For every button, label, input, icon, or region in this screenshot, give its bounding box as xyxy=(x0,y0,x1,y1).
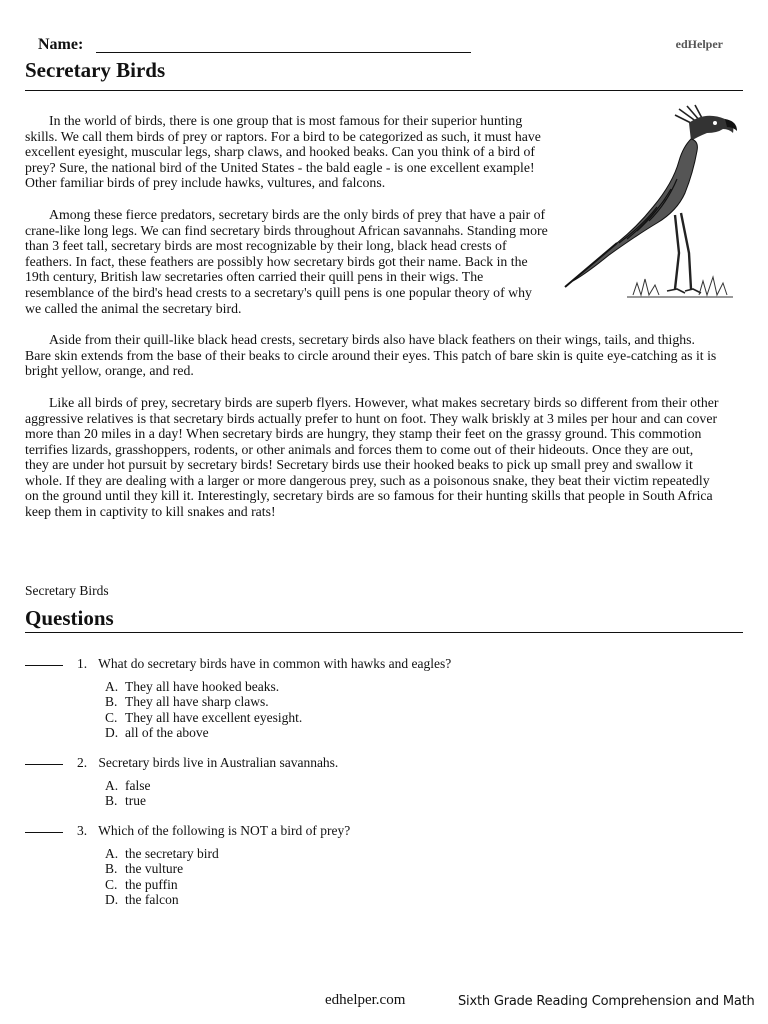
secretary-bird-illustration xyxy=(557,103,742,303)
option-list xyxy=(105,778,338,809)
question-text: Secretary birds live in Australian savannahs. xyxy=(98,755,339,770)
option-item[interactable] xyxy=(105,725,451,741)
section-label: Secretary Birds xyxy=(25,583,109,598)
option-text: the puffin xyxy=(125,876,178,892)
option-text: false xyxy=(125,777,151,793)
option-item[interactable] xyxy=(105,793,338,809)
option-letter: B. xyxy=(105,694,118,710)
question-text: Which of the following is NOT a bird of prey? xyxy=(98,823,351,838)
questions-heading: Questions xyxy=(25,606,114,630)
option-letter: D. xyxy=(105,725,119,741)
option-text: They all have sharp claws. xyxy=(125,694,269,710)
option-text: They all have excellent eyesight. xyxy=(125,709,303,725)
article-paragraph: Aside from their quill-like black head crests, secretary birds also have black feathers on their wings, tails, and thighs. Bare skin extends from the base of their beaks to circle around their eyes. This patch of bare skin is quite eye-catching as it is bright yellow, orange, and red. xyxy=(25,332,717,379)
option-text: the secretary bird xyxy=(125,845,219,861)
option-letter: D. xyxy=(105,892,119,908)
footer-grade-label: Sixth Grade Reading Comprehension and Math xyxy=(458,994,755,1009)
option-item[interactable] xyxy=(105,892,350,908)
question-number: 2. xyxy=(77,755,88,770)
name-label: Name: xyxy=(38,36,84,53)
option-letter: C. xyxy=(105,709,118,725)
page-title: Secretary Birds xyxy=(25,58,166,82)
option-letter: A. xyxy=(105,777,119,793)
option-item[interactable] xyxy=(105,694,451,710)
option-letter: C. xyxy=(105,876,118,892)
question-2 xyxy=(25,755,338,809)
question-number: 1. xyxy=(77,656,88,671)
option-text: the falcon xyxy=(125,892,179,908)
option-letter: B. xyxy=(105,793,118,809)
option-text: They all have hooked beaks. xyxy=(125,678,280,694)
article-body xyxy=(25,113,720,536)
option-item[interactable] xyxy=(105,846,350,862)
option-list xyxy=(105,679,451,741)
option-letter: A. xyxy=(105,845,119,861)
question-1 xyxy=(25,656,451,741)
option-text: true xyxy=(125,793,146,809)
option-item[interactable] xyxy=(105,710,451,726)
question-text: What do secretary birds have in common with hawks and eagles? xyxy=(98,656,452,671)
answer-blank[interactable] xyxy=(25,764,63,765)
title-divider xyxy=(25,90,743,91)
brand-label: edHelper xyxy=(675,37,723,51)
option-item[interactable] xyxy=(105,778,338,794)
option-letter: B. xyxy=(105,861,118,877)
option-item[interactable] xyxy=(105,679,451,695)
option-letter: A. xyxy=(105,678,119,694)
question-3 xyxy=(25,823,350,908)
questions-divider xyxy=(25,632,743,633)
answer-blank[interactable] xyxy=(25,665,63,666)
question-number: 3. xyxy=(77,823,88,838)
footer-site: edhelper.com xyxy=(325,992,406,1008)
name-write-line[interactable] xyxy=(96,52,471,53)
answer-blank[interactable] xyxy=(25,832,63,833)
option-item[interactable] xyxy=(105,877,350,893)
option-text: the vulture xyxy=(125,861,184,877)
option-list xyxy=(105,846,350,908)
option-text: all of the above xyxy=(125,725,209,741)
article-paragraph: Like all birds of prey, secretary birds are superb flyers. However, what makes secretary birds so different from their other aggressive relatives is that secretary birds actually prefer to hunt on foot. They walk briskly at 3 miles per hour and can cover more than 20 miles in a day! When secretary birds are hungry, they stamp their feet on the grassy ground. This commotion terrifies lizards, grasshoppers, rodents, or other animals and forces them to come out of their hideouts. Once they are out, they are under hot pursuit by secretary birds! Secretary birds use their hooked beaks to pick up small prey and swallow it whole. If they are dealing with a larger or more dangerous prey, such as a poisonous snake, they beat their victim repeatedly on the ground until they kill it. Interestingly, secretary birds are so famous for their hunting skills that people in South Africa keep them in captivity to kill snakes and rats! xyxy=(25,394,719,520)
article-paragraph: Among these fierce predators, secretary birds are the only birds of prey that have a pair of crane-like long legs. We can find secretary birds throughout African savannahs. Standing more than 3 feet tall, secretary birds are most recognizable by their long, black head crests of feathers. In fact, these feathers are possibly how secretary birds got their name. Back in the 19th century, British law secretaries often carried their quill pens in their wigs. The resemblance of the bird's head crests to a secretary's quill pens is one popular theory of why we called the animal the secretary bird. xyxy=(25,206,548,316)
option-item[interactable] xyxy=(105,861,350,877)
article-paragraph: In the world of birds, there is one group that is most famous for their superior hunting skills. We call them birds of prey or raptors. For a bird to be categorized as such, it must have excellent eyesight, muscular legs, sharp claws, and hooked beaks. Can you think of a bird of prey? Sure, the national bird of the United States - the bald eagle - is one excellent example! Other familiar birds of prey include hawks, vultures, and falcons. xyxy=(25,113,541,191)
